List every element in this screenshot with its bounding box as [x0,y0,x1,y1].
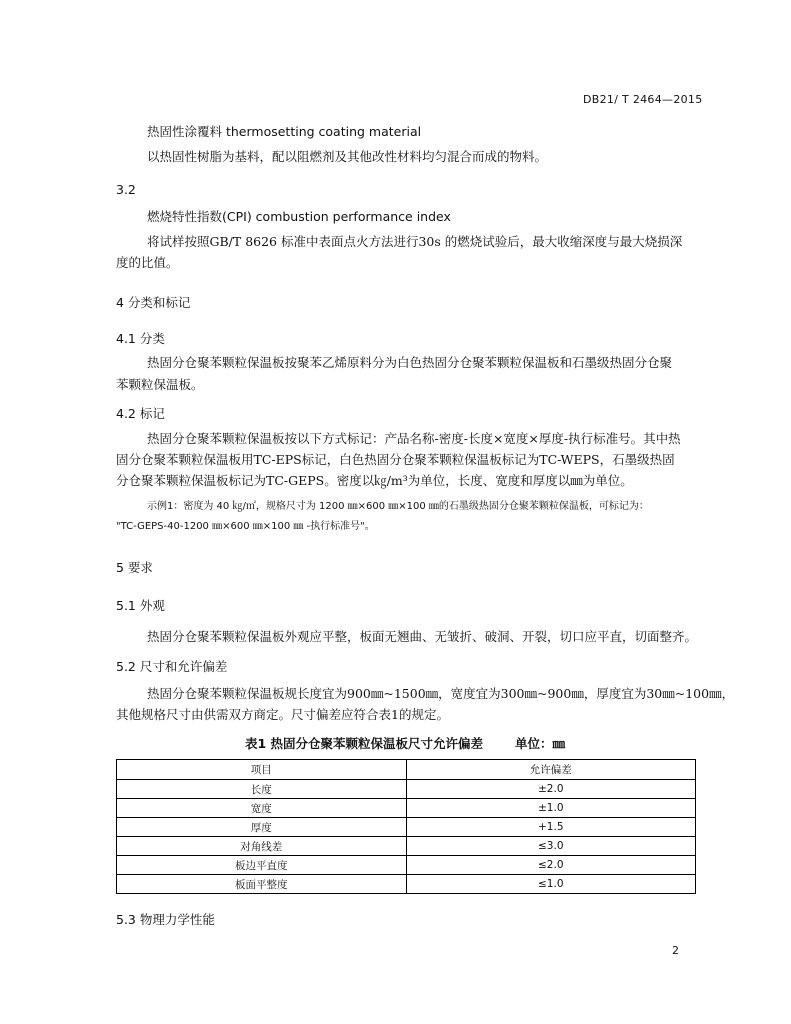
marking-line-3: 分仓聚苯颗粒保温板标记为TC-GEPS。密度以㎏/m³为单位，长度、宽度和厚度以㎜为单位。 [116,473,633,488]
table-cell-item: 长度 [117,780,407,799]
section-heading-5-3: 5.3 物理力学性能 [116,912,215,927]
table-cell-tolerance: ≤3.0 [406,837,696,856]
table-cell-tolerance: ≤1.0 [406,875,696,894]
cpi-definition-line-2: 度的比值。 [116,255,179,270]
table-unit: 单位：㎜ [515,736,566,751]
dimensions-line-2: 其他规格尺寸由供需双方商定。尺寸偏差应符合表1的规定。 [116,707,449,722]
section-heading-4: 4 分类和标记 [116,295,191,310]
classification-line-2: 苯颗粒保温板。 [116,377,204,392]
table-cell-item: 板边平直度 [117,856,407,875]
cpi-definition-line-1: 将试样按照GB/T 8626 标准中表面点火方法进行30s 的燃烧试验后，最大收缩深度与最大烧损深 [147,234,683,249]
tolerance-table [116,759,696,894]
term-thermosetting: 热固性涂覆料 thermosetting coating material [147,124,422,139]
table-row [117,799,696,818]
table-header-row [117,760,696,780]
table-row [117,875,696,894]
marking-line-2: 固分仓聚苯颗粒保温板用TC-EPS标记，白色热固分仓聚苯颗粒保温板标记为TC-WEPS，石墨级热固 [116,452,675,467]
table-cell-item: 宽度 [117,799,407,818]
table-cell-tolerance: ≤2.0 [406,856,696,875]
section-heading-5-1: 5.1 外观 [116,598,165,613]
dimensions-line-1: 热固分仓聚苯颗粒保温板规长度宜为900㎜~1500㎜，宽度宜为300㎜~900㎜，厚度宜为30㎜~100㎜， [147,686,735,701]
table-cell-item: 厚度 [117,818,407,837]
example-line-1: 示例1：密度为 40 ㎏/㎡，规格尺寸为 1200 ㎜×600 ㎜×100 ㎜的石墨级热固分仓聚苯颗粒保温板，可标记为： [147,501,649,512]
classification-line-1: 热固分仓聚苯颗粒保温板按聚苯乙烯原料分为白色热固分仓聚苯颗粒保温板和石墨级热固分仓聚 [147,355,673,370]
example-line-2: "TC-GEPS-40-1200 ㎜×600 ㎜×100 ㎜ -执行标准号"。 [116,521,375,532]
document-id: DB21/ T 2464—2015 [583,93,703,106]
table-cell-item: 对角线差 [117,837,407,856]
table-cell-item: 板面平整度 [117,875,407,894]
section-heading-4-1: 4.1 分类 [116,331,165,346]
table-cell-tolerance: ±2.0 [406,780,696,799]
section-heading-5: 5 要求 [116,560,153,575]
section-heading-5-2: 5.2 尺寸和允许偏差 [116,659,228,674]
table-cell-tolerance: ±1.0 [406,799,696,818]
table-row [117,856,696,875]
term-cpi: 燃烧特性指数(CPI) combustion performance index [147,209,451,224]
table-header-item: 项目 [117,760,407,780]
page-number: 2 [672,944,680,957]
table-row [117,837,696,856]
term-definition: 以热固性树脂为基料，配以阻燃剂及其他改性材料均匀混合而成的物料。 [147,149,548,164]
table-cell-tolerance: +1.5 [406,818,696,837]
section-heading-4-2: 4.2 标记 [116,406,165,421]
table-caption: 表1 热固分仓聚苯颗粒保温板尺寸允许偏差 [245,736,484,751]
table-row [117,780,696,799]
marking-line-1: 热固分仓聚苯颗粒保温板按以下方式标记：产品名称-密度-长度×宽度×厚度-执行标准号。其中热 [147,431,681,446]
section-number-3-2: 3.2 [116,182,136,197]
table-row [117,818,696,837]
table-header-tolerance: 允许偏差 [406,760,696,780]
appearance-text: 热固分仓聚苯颗粒保温板外观应平整，板面无翘曲、无皱折、破洞、开裂，切口应平直，切面整齐。 [147,629,698,644]
